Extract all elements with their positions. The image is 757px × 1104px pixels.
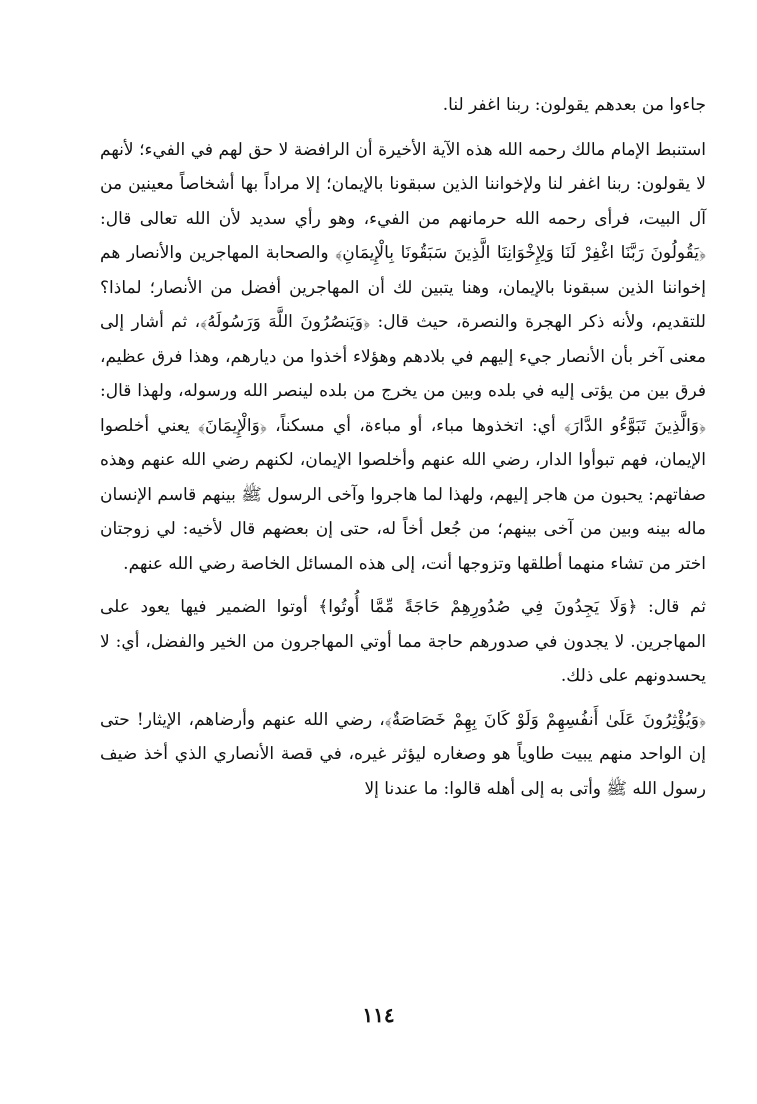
paragraph-4: ﴿وَيُؤْثِرُونَ عَلَىٰ أَنفُسِهِمْ وَلَوْ كَانَ بِهِمْ خَصَاصَةٌ﴾، رضي الله عنهم وأرضاهم، الإيثار! حتى إن الواحد منهم يبيت طاوياً هو وصغاره ليؤثر غيره، في قصة الأنصاري الذي أخذ ضيف رسول الله ﷺ وأتى به إلى أهله قالوا: ما عندنا إلا xyxy=(100,709,706,799)
paragraph-3: ثم قال: ﴿وَلَا يَجِدُونَ فِي صُدُورِهِمْ حَاجَةً مِّمَّا أُوتُوا﴾ أوتوا الضمير فيها يعود على المهاجرين. لا يجدون في صدورهم حاجة مما أوتي المهاجرون من الخير والفضل، أي: لا يحسدونهم على ذلك. xyxy=(100,597,706,686)
paragraph-2: استنبط الإمام مالك رحمه الله هذه الآية الأخيرة أن الرافضة لا حق لهم في الفيء؛ لأنهم لا يقولون: ربنا اغفر لنا ولإخواننا الذين سبقونا بالإيمان؛ إلا مراداً بها أشخاصاً معينين من آل البيت، فرأى رحمه الله حرمانهم من الفيء، وهو رأي سديد لأن الله تعالى قال: ﴿يَقُولُونَ رَبَّنَا اغْفِرْ لَنَا وَلِإِخْوَانِنَا الَّذِينَ سَبَقُونَا بِالْإِيمَانِ﴾ والصحابة المهاجرين والأنصار هم إخواننا الذين سبقونا بالإيمان، وهنا يتبين لك أن المهاجرين أفضل من الأنصار؛ لماذا؟ للتقديم، ولأنه ذكر الهجرة والنصرة، حيث قال: ﴿وَيَنصُرُونَ اللَّهَ وَرَسُولَهُ﴾، ثم أشار إلى معنى آخر بأن الأنصار جيء إليهم في بلادهم وهؤلاء أخذوا من ديارهم، وهذا فرق عظيم، فرق بين من يؤتى إليه في بلده وبين من يخرج من بلده لينصر الله ورسوله، ولهذا قال: ﴿وَالَّذِينَ تَبَوَّءُو الدَّارَ﴾ أي: اتخذوها مباء، أو مباءة، أي مسكناً، ﴿وَالْإِيمَانَ﴾ يعني أخلصوا الإيمان، فهم تبوأوا الدار، رضي الله عنهم وأخلصوا الإيمان، لكنهم رضي الله عنهم وهذه صفاتهم: يحبون من هاجر إليهم، ولهذا لما هاجروا وآخى الرسول ﷺ بينهم قاسم الإنسان ماله بينه وبين من آخى بينهم؛ من جُعل أخاً له، حتى إن بعضهم قال لأخيه: لي زوجتان اختر من تشاء منهما أطلقها وتزوجها أنت، إلى هذه المسائل الخاصة رضي الله عنهم. xyxy=(100,139,706,574)
page-number: ١١٤ xyxy=(362,1003,395,1027)
page-body xyxy=(100,88,706,806)
paragraph-1: جاءوا من بعدهم يقولون: ربنا اغفر لنا. xyxy=(442,95,706,115)
